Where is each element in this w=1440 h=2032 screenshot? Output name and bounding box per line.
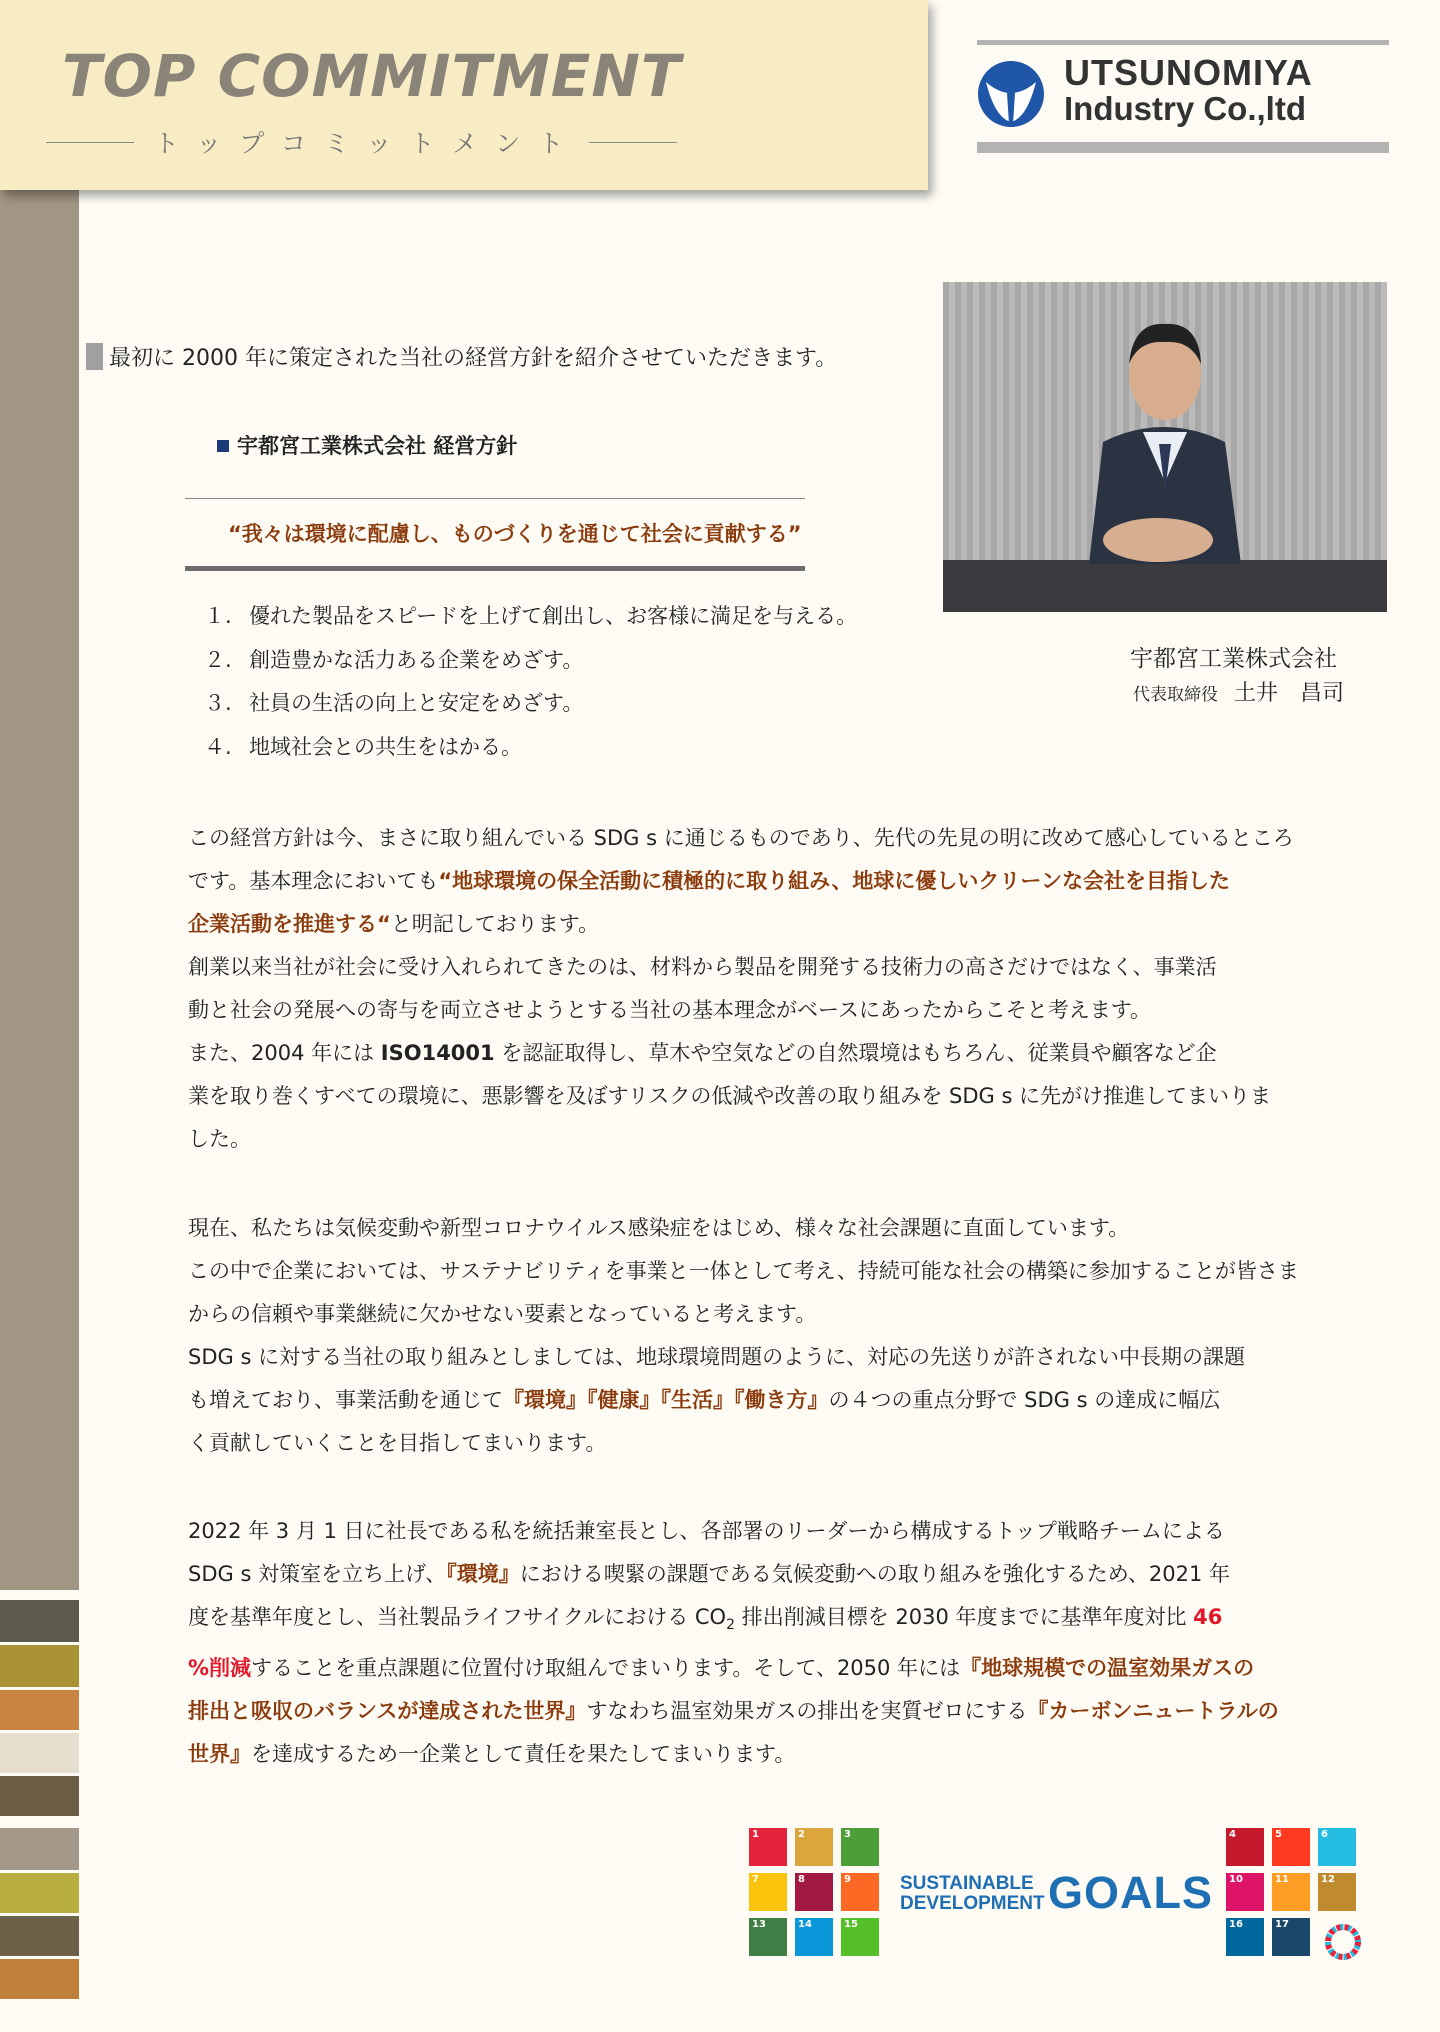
- subtitle-rule-left: [46, 142, 134, 143]
- bullet-square-icon: [86, 343, 103, 370]
- emphasis-text: 『環境』: [446, 1562, 520, 1586]
- text-line: [188, 1553, 1338, 1596]
- emphasis-text: 排出と吸収のバランスが達成された世界』: [188, 1699, 587, 1724]
- page-subtitle: [46, 124, 677, 160]
- sdg-goal-tile: [749, 1873, 787, 1911]
- sdg-goal-number: 13: [752, 1919, 766, 1930]
- caption-company: 宇都宮工業株式会社: [1130, 646, 1337, 672]
- color-swatch: [0, 1828, 79, 1870]
- color-swatch: [0, 1776, 79, 1816]
- president-photo: [943, 282, 1387, 612]
- text-line: この経営方針は今、まさに取り組んでいる SDG s に通じるものであり、先代の先見の明に改めて感心しているところ: [188, 826, 1294, 850]
- text-span: を達成するため一企業として責任を果たしてまいります。: [251, 1742, 796, 1767]
- sdg-goal-tile: [749, 1918, 787, 1956]
- sdg-goal-tile: [795, 1918, 833, 1956]
- sdg-goal-number: 8: [798, 1874, 805, 1885]
- sdg-goal-tile: [1318, 1873, 1356, 1911]
- sdg-goal-number: 1: [752, 1829, 759, 1840]
- text-span: することを重点課題に位置付け取組んでまいります。そして、2050 年には: [251, 1656, 961, 1681]
- heading-square-icon: [217, 440, 229, 452]
- subtitle-rule-right: [589, 142, 677, 143]
- color-swatch: [0, 1959, 79, 1999]
- sdg-goal-tile: [1272, 1873, 1310, 1911]
- sdg-goal-number: 4: [1229, 1829, 1236, 1840]
- text-span: における喫緊の課題である気候変動への取り組みを強化するため、2021 年: [519, 1562, 1231, 1586]
- sdg-goal-tile: [1226, 1918, 1264, 1956]
- sdg-goal-number: 7: [752, 1874, 759, 1885]
- list-item-number: １.: [204, 604, 232, 628]
- emphasis-text: 『カーボンニュートラルの: [1027, 1699, 1279, 1724]
- text-span: も増えており、事業活動を通じて: [188, 1388, 503, 1412]
- intro-text: 最初に 2000 年に策定された当社の経営方針を紹介させていただきます。: [109, 346, 838, 371]
- text-line: 2022 年 3 月 1 日に社長である私を統括兼室長とし、各部署のリーダーから構成するトップ戦略チームによる: [188, 1519, 1225, 1543]
- text-span: 排出削減目標を 2030 年度までに基準年度対比: [735, 1605, 1194, 1629]
- sdg-goal-tile: [795, 1873, 833, 1911]
- body-paragraph-1: [188, 817, 1338, 1161]
- text-line: した。: [188, 1127, 251, 1151]
- text-span: 度を基準年度とし、当社製品ライフサイクルにおける CO: [188, 1605, 727, 1629]
- color-swatch: [0, 1645, 79, 1687]
- text-line: 動と社会の発展への寄与を両立させようとする当社の基本理念がベースにあったからこそと考えます。: [188, 998, 1152, 1022]
- text-span: また、2004 年には: [188, 1041, 381, 1065]
- text-line: 業を取り巻くすべての環境に、悪影響を及ぼすリスクの低減や改善の取り組みを SDG s に先がけ推進してまいりま: [188, 1084, 1272, 1108]
- sdg-goal-number: 14: [798, 1919, 812, 1930]
- list-item-number: ２.: [204, 647, 232, 672]
- text-line: SDG s に対する当社の取り組みとしましては、地球環境問題のように、対応の先送りが許されない中長期の課題: [188, 1345, 1246, 1369]
- caption-role: 代表取締役: [1133, 685, 1218, 705]
- logo-line1: UTSUNOMIYA: [1064, 52, 1313, 93]
- sdg-goal-number: 6: [1321, 1829, 1328, 1840]
- body-paragraph-2: [188, 1207, 1338, 1465]
- page-title: TOP COMMITMENT: [62, 42, 682, 110]
- list-item-text: 社員の生活の向上と安定をめざす。: [249, 691, 584, 715]
- sdg-goal-tile: [841, 1828, 879, 1866]
- emphasis-text: 『環境』『健康』『生活』『働き方』: [503, 1388, 829, 1412]
- text-span: の４つの重点分野で SDG s の達成に幅広: [828, 1388, 1221, 1412]
- text-line: [188, 1690, 1338, 1733]
- motto-rule-bottom: [185, 566, 805, 571]
- list-item-number: ４.: [204, 734, 232, 759]
- sdg-line2: DEVELOPMENT: [900, 1893, 1045, 1914]
- list-item: [204, 731, 857, 775]
- header-banner: [0, 0, 928, 190]
- sdg-goal-number: 3: [844, 1829, 851, 1840]
- highlight-text: %削減: [188, 1656, 252, 1681]
- list-item-text: 創造豊かな活力ある企業をめざす。: [249, 647, 584, 672]
- color-swatch: [0, 1733, 79, 1773]
- text-line: [188, 1379, 1338, 1422]
- sdg-goal-number: 9: [844, 1874, 851, 1885]
- logo-bar-bottom: [977, 142, 1389, 153]
- text-span: と明記しております。: [390, 912, 600, 936]
- text-line: この中で企業においては、サステナビリティを事業と一体として考え、持続可能な社会の構築に参加することが皆さま: [188, 1259, 1299, 1283]
- sdg-goal-number: 17: [1275, 1919, 1289, 1930]
- sdg-goal-number: 12: [1321, 1874, 1335, 1885]
- sdg-goal-number: 10: [1229, 1874, 1243, 1885]
- sdg-goal-number: 15: [844, 1919, 858, 1930]
- list-item: [204, 600, 857, 644]
- list-item-text: 優れた製品をスピードを上げて創出し、お客様に満足を与える。: [249, 604, 858, 628]
- company-logo-icon: [977, 60, 1045, 128]
- text-line: [188, 1596, 1338, 1647]
- text-line: [188, 1647, 1338, 1690]
- text-line: [188, 860, 1338, 903]
- policy-heading: [217, 430, 517, 460]
- emphasis-text: “地球環境の保全活動に積極的に取り組み、地球に優しいクリーンな会社を目指した: [438, 869, 1230, 893]
- sdg-wordmark: [900, 1874, 1045, 1914]
- color-swatch: [0, 1873, 79, 1913]
- subscript-text: 2: [726, 1617, 736, 1634]
- text-line: からの信頼や事業継続に欠かせない要素となっていると考えます。: [188, 1302, 817, 1326]
- text-span: を認証取得し、草木や空気などの自然環境はもちろん、従業員や顧客など企: [494, 1041, 1217, 1065]
- text-line: 現在、私たちは気候変動や新型コロナウイルス感染症をはじめ、様々な社会課題に直面しています。: [188, 1216, 1130, 1240]
- sdg-goal-tile: [1318, 1828, 1356, 1866]
- sdg-goal-number: 11: [1275, 1874, 1289, 1885]
- sdg-wheel-icon: [1325, 1924, 1361, 1960]
- subtitle-text: トップコミットメント: [154, 129, 582, 158]
- text-span: です。基本理念においても: [188, 869, 439, 893]
- sdg-line1: SUSTAINABLE: [900, 1873, 1034, 1894]
- body-paragraph-3: [188, 1510, 1338, 1776]
- list-item: [204, 687, 857, 731]
- text-line: 創業以来当社が社会に受け入れられてきたのは、材料から製品を開発する技術力の高さだけではなく、事業活: [188, 955, 1217, 979]
- list-item-number: ３.: [204, 691, 232, 715]
- sdg-goal-number: 16: [1229, 1919, 1243, 1930]
- sdg-goal-number: 5: [1275, 1829, 1282, 1840]
- sdg-goal-tile: [1226, 1873, 1264, 1911]
- sdg-goal-tile: [1226, 1828, 1264, 1866]
- sdg-goal-tile: [749, 1828, 787, 1866]
- caption-name: 土井 昌司: [1234, 681, 1345, 706]
- emphasis-text: 『地球規模での温室効果ガスの: [960, 1656, 1255, 1681]
- logo-line2: Industry Co.,ltd: [1064, 90, 1306, 127]
- president-figure-icon: [943, 282, 1387, 612]
- highlight-text: 46: [1193, 1605, 1223, 1629]
- text-span: すなわち温室効果ガスの排出を実質ゼロにする: [586, 1699, 1028, 1724]
- sdg-goals-text: GOALS: [1048, 1867, 1214, 1918]
- policy-motto: “我々は環境に配慮し、ものづくりを通じて社会に貢献する”: [228, 522, 802, 546]
- sdg-goal-tile: [841, 1918, 879, 1956]
- intro-line: [86, 341, 837, 372]
- left-stripe: [0, 190, 79, 1590]
- sdg-goal-tile: [795, 1828, 833, 1866]
- text-line: [188, 1733, 1338, 1776]
- caption-president: [1133, 676, 1344, 707]
- list-item: [204, 644, 857, 688]
- sdg-goal-tile: [1272, 1918, 1310, 1956]
- emphasis-text: 世界』: [188, 1742, 251, 1767]
- sdg-goal-number: 2: [798, 1829, 805, 1840]
- text-span: SDG s 対策室を立ち上げ、: [188, 1562, 447, 1586]
- color-swatch: [0, 1600, 79, 1642]
- text-line: く貢献していくことを目指してまいります。: [188, 1431, 607, 1455]
- policy-heading-text: 宇都宮工業株式会社 経営方針: [237, 434, 518, 458]
- logo-bar-top: [977, 40, 1389, 45]
- color-swatch: [0, 1916, 79, 1956]
- sdg-goal-tile: [841, 1873, 879, 1911]
- color-swatch: [0, 1690, 79, 1730]
- company-logo-text: [1064, 52, 1313, 127]
- text-line: [188, 903, 1338, 946]
- sdg-goal-tile: [1272, 1828, 1310, 1866]
- emphasis-text: 企業活動を推進する“: [188, 912, 391, 936]
- policy-list: [204, 600, 857, 774]
- text-line: [188, 1032, 1338, 1075]
- list-item-text: 地域社会との共生をはかる。: [249, 734, 522, 759]
- motto-rule-top: [185, 498, 805, 499]
- bold-text: ISO14001: [380, 1041, 495, 1065]
